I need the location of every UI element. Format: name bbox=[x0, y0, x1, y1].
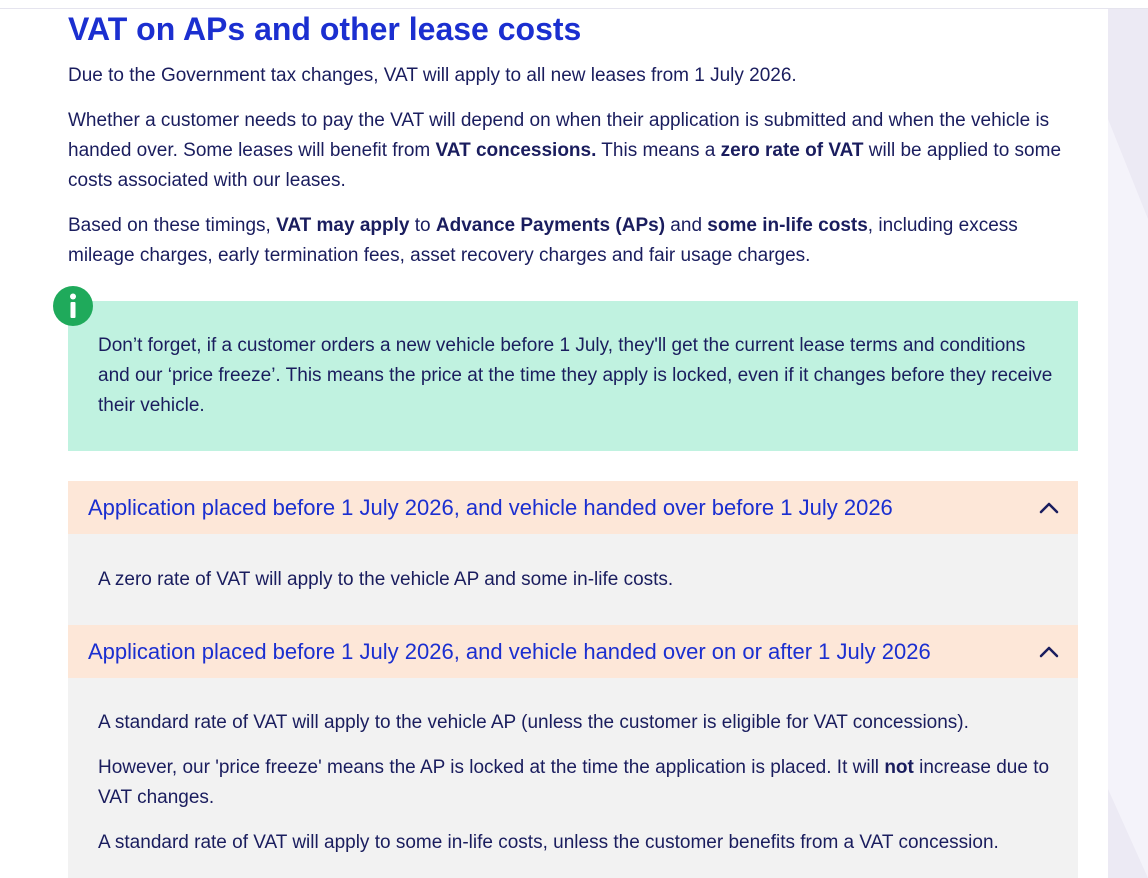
text-segment: increase due to VAT changes. bbox=[98, 757, 1050, 808]
not-emphasis: not bbox=[884, 757, 914, 778]
accordion-body-before-before bbox=[68, 534, 1078, 625]
chevron-up-icon[interactable] bbox=[1038, 497, 1060, 519]
text-segment: to bbox=[409, 215, 436, 236]
advance-payments-emphasis: Advance Payments (APs) bbox=[435, 215, 666, 236]
info-icon bbox=[53, 286, 93, 326]
accordion-body-paragraph-2 bbox=[98, 753, 1058, 813]
accordion-body-text: A zero rate of VAT will apply to the vehicle AP and some in-life costs. bbox=[98, 569, 674, 590]
accordion-header-before-before[interactable] bbox=[68, 481, 1078, 534]
accordion-title: Application placed before 1 July 2026, and vehicle handed over on or after 1 July 2026 bbox=[88, 639, 931, 664]
text-segment: Whether a customer needs to pay the VAT will depend on when their application is submitted and when the vehicle is handed over. Some leases will benefit from bbox=[68, 110, 1050, 161]
decorative-background bbox=[1108, 9, 1148, 878]
zero-rate-emphasis: zero rate of VAT bbox=[720, 140, 864, 161]
info-callout-text: Don’t forget, if a customer orders a new vehicle before 1 July, they'll get the current lease terms and conditions and our ‘price freeze’. This means the price at the time they apply is locked, even if it changes before they receive their vehicle. bbox=[98, 335, 1053, 416]
in-life-costs-emphasis: some in-life costs bbox=[707, 215, 868, 236]
text-segment: and bbox=[665, 215, 708, 236]
accordion-body-before-after bbox=[68, 678, 1078, 878]
text-segment: , including excess mileage charges, early termination fees, asset recovery charges and fair usage charges. bbox=[68, 215, 1018, 266]
text-segment: However, our 'price freeze' means the AP is locked at the time the application is placed. It will bbox=[98, 757, 885, 778]
content-card bbox=[0, 9, 1108, 878]
intro-paragraph-2 bbox=[68, 106, 1078, 196]
text-segment: will be applied to some costs associated with our leases. bbox=[68, 140, 1062, 191]
accordion-title: Application placed before 1 July 2026, and vehicle handed over before 1 July 2026 bbox=[88, 495, 893, 520]
accordion-body-paragraph-1: A standard rate of VAT will apply to the vehicle AP (unless the customer is eligible for VAT concessions). bbox=[98, 712, 969, 733]
top-header-edge bbox=[0, 0, 1148, 9]
intro-paragraph-3 bbox=[68, 211, 1078, 271]
info-callout bbox=[68, 301, 1078, 451]
intro-paragraph-1: Due to the Government tax changes, VAT will apply to all new leases from 1 July 2026. bbox=[68, 65, 797, 86]
text-segment: This means a bbox=[596, 140, 721, 161]
vat-concessions-emphasis: VAT concessions. bbox=[435, 140, 597, 161]
accordion-header-before-after[interactable] bbox=[68, 625, 1078, 678]
page-title: VAT on APs and other lease costs bbox=[68, 11, 582, 47]
vat-may-apply-emphasis: VAT may apply bbox=[276, 215, 410, 236]
text-segment: Based on these timings, bbox=[68, 215, 277, 236]
chevron-up-icon[interactable] bbox=[1038, 641, 1060, 663]
accordion-body-paragraph-3: A standard rate of VAT will apply to some in-life costs, unless the customer benefits from a VAT concession. bbox=[98, 832, 999, 853]
